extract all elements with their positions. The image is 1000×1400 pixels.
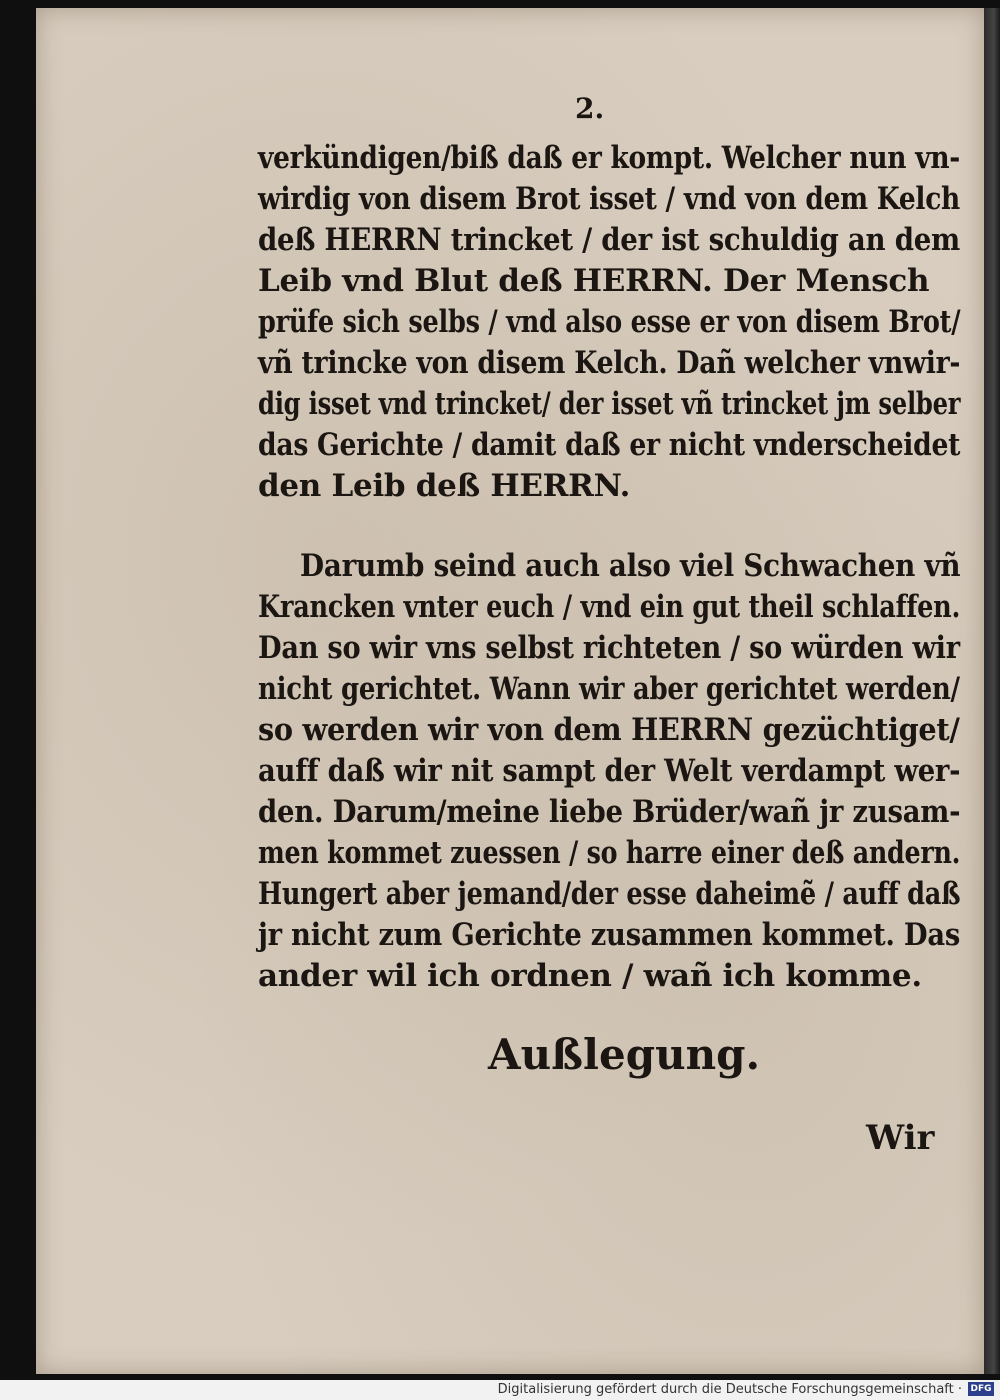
text-line: nicht gerichtet. Wann wir aber gerichtet werden/	[258, 671, 960, 707]
text-line: so werden wir von dem HERRN gezüchtiget/	[258, 712, 960, 748]
text-line: verkündigen/biß daß er kompt. Welcher nun vn-	[258, 140, 961, 176]
text-line: ander wil ich ordnen / wañ ich komme.	[258, 958, 922, 994]
footer-bar	[0, 1380, 1000, 1400]
text-line: vñ trincke von disem Kelch. Dañ welcher vnwir-	[258, 345, 961, 381]
text-line: Krancken vnter euch / vnd ein gut theil schlaffen.	[258, 589, 961, 625]
page-number: 2.	[575, 92, 605, 125]
text-line: Leib vnd Blut deß HERRN. Der Mensch	[258, 263, 930, 299]
page-edge	[984, 8, 1000, 1374]
funding-credit: Digitalisierung gefördert durch die Deutsche Forschungsgemeinschaft ·	[497, 1382, 962, 1397]
text-line: Hungert aber jemand/der esse daheimẽ / auff daß	[258, 876, 961, 912]
text-line: das Gerichte / damit daß er nicht vnderscheidet	[258, 427, 961, 463]
section-heading: Außlegung.	[488, 1030, 761, 1079]
catchword: Wir	[866, 1118, 935, 1158]
text-line: prüfe sich selbs / vnd also esse er von disem Brot/	[258, 304, 961, 340]
text-line: den Leib deß HERRN.	[258, 468, 631, 504]
text-line: jr nicht zum Gerichte zusammen kommet. Das	[258, 917, 961, 953]
text-line: Darumb seind auch also viel Schwachen vñ	[300, 548, 961, 584]
text-line: men kommet zuessen / so harre einer deß andern.	[258, 835, 961, 871]
dfg-logo: DFG	[968, 1382, 994, 1396]
text-line: auff daß wir nit sampt der Welt verdampt wer-	[258, 753, 961, 789]
text-line: deß HERRN trincket / der ist schuldig an dem	[258, 222, 961, 258]
text-line: dig isset vnd trincket/ der isset vñ trincket jm selber	[258, 386, 961, 422]
text-line: Dan so wir vns selbst richteten / so würden wir	[258, 630, 960, 666]
text-line: wirdig von disem Brot isset / vnd von dem Kelch	[258, 181, 960, 217]
text-line: den. Darum/meine liebe Brüder/wañ jr zusam-	[258, 794, 961, 830]
